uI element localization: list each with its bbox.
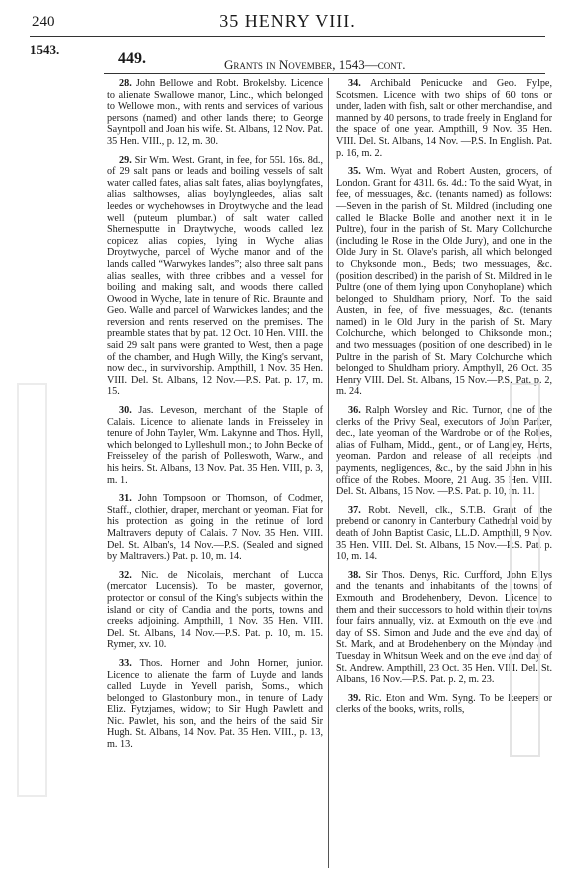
entry bbox=[107, 493, 323, 563]
running-header bbox=[28, 8, 547, 34]
left-column bbox=[107, 78, 323, 758]
entry-text: John Tompsoon or Thomson, of Codmer, Staff., clothier, draper, merchant or yeoman. Fiat for his protection as going in the retinue of lord Maltravers deputy of Calais. 7 Nov. 35 Hen. VIII. Del. St. Alban's, 14 Nov.—P.S. (Sealed and signed by Maltravers.) Pat. p. 10, m. 14. bbox=[107, 493, 323, 563]
entry bbox=[107, 78, 323, 148]
entry-number: 39. bbox=[348, 692, 361, 704]
section-number: 449. bbox=[118, 50, 146, 67]
entry-text: Sir Wm. West. Grant, in fee, for 55l. 16s. 8d., of 29 salt pans or leads and boiling vessels of salt water called fates, alias salt fates, alias boylyngfates, alias salthowses, alias boylyngleedes, alias salt leedes or wychehowses in Droytwyche and the lead well (puteum plumbar.) of salt water called Shernesputte in Draytwyche, woods called lez copicez alias copies, lying in Wyche alias Droytwyche, parcel of Wyche manor and of the lands called “Warwykes landes”; also three salt pans alias sealles, with three cribbes and a vessel for boiling and making salt, and woods there called Owood in Wyche, late in tenure of Ric. Braunte and Geo. Walle and parcel of Warwickes landes; and the reversion and rents reserved on the premises. The preamble states that by pat. 12 Oct. 10 Hen. VIII. the said 29 salt pans were granted to West, then a page of the chamber, and Hugh Willy, the King's servant, now dec., in survivorship. Ampthill, 1 Nov. 35 Hen. VIII. Del. St. Albans, 12 Nov.—P.S. Pat. p. 17, m. 15. bbox=[107, 154, 324, 398]
header-rule bbox=[30, 36, 545, 37]
year-label: 1543. bbox=[30, 42, 60, 57]
page-title: 35 HENRY VIII. bbox=[219, 11, 356, 31]
entry bbox=[107, 155, 323, 398]
entry-text: Ric. Eton and Wm. Syng. To be keepers or clerks of the books, writs, rolls, bbox=[336, 692, 553, 716]
watermark-stamp bbox=[505, 380, 545, 760]
entry-number: 28. bbox=[119, 78, 132, 89]
entry-number: 35. bbox=[348, 166, 361, 178]
entry-number: 36. bbox=[348, 405, 361, 417]
entry-number: 29. bbox=[119, 154, 132, 166]
entry-number: 31. bbox=[119, 493, 132, 505]
entry bbox=[107, 570, 323, 651]
entry-text: Ralph Worsley and Ric. Turnor, one of the clerks of the Privy Seal, executors of John Parker, dec., late yeoman of the Wardrobe or of the Robes, alias of Fulham, Midd., gent., or of Langley, Herts, yeoman. Pardon and release of all receipts and payments, negligences, &c., by the said John in his office of the Robes. Moore, 21 Aug. 35 Hen. VIII. Del. St. Albans, 15 Nov. —P.S. Pat. p. 10, m. 11. bbox=[336, 405, 552, 498]
entry-number: 38. bbox=[348, 569, 361, 581]
entry-text: Thos. Horner and John Horner, junior. Licence to alienate the farm of Luyde and lands called Luyde in Yevell parish, Soms., which belonged to Glastonbury mon., in tenure of Lady Eliz. Fytzjames, widow; to Sir Hugh Pawlett and Nic. Pawlet, his son, and the heirs of the said Sir Hugh. St. Albans, 14 Nov. Pat. 35 Hen. VIII., p. 13, m. 13. bbox=[107, 657, 323, 751]
entry-text: John Bellowe and Robt. Brokelsby. Licence to alienate Swallowe manor, Linc., which belonged to Wellowe mon., with rents and services of various persons (named) and other lands there; to George Sayntpoll and Joan his wife. St. Albans, 12 Nov. Pat. 35 Hen. VIII., p. 12, m. 30. bbox=[107, 78, 324, 147]
entry bbox=[336, 78, 552, 159]
entry-number: 30. bbox=[119, 405, 132, 417]
entry-text: Wm. Wyat and Robert Austen, grocers, of London. Grant for 431l. 6s. 4d.: To the said Wyat, in fee, of messuages, &c. (tenants named) as follows:—Seven in the parish of St. Mildred (including one called le Blacke Bolle and another next it in le Pultre), four in the parish of St. Mary Collchurche (including le Rose in the Olde Jury), and one in the Olde Jury in St. Olave's parish, all which belonged to Chyksonde mon., Beds; two messuages, &c. (position described) in the parish of St. Mildred in le Pultre (one of them lying upon Conyhoplane) which belonged to Shuldham priory, Norf. To the said Austen, in fee, of five messuages, &c. (tenants named) in le Old Jury in the parish of St. Mary Colchurche, which belonged to Chiksonde mon.; and two messuages (position of one described) in le Pultre in the parish of St. Mary Colchurche which belonged to Shuldham priory. Ampthyll, 26 Oct. 35 Henry VIII. Del. St. Albans, 15 Nov.—P.S. Pat. p. 2, m. 24. bbox=[336, 166, 552, 398]
section-rule bbox=[104, 73, 545, 74]
section-heading: Grants in November, 1543—cont. bbox=[224, 57, 406, 72]
entry-text: Nic. de Nicolais, merchant of Lucca (mercator Lucensis). To be master, governor, protector or consul of the King's subjects within the island or city of Candia and the ports, towns and creeks adjoining. Ampthill, 1 Nov. 35 Hen. VIII. Del. St. Albans, 14 Nov.—P.S. Pat. p. 10, m. 15. Rymer, xv. 10. bbox=[107, 569, 323, 651]
entry-text: Archibald Penicucke and Geo. Fylpe, Scotsmen. Licence with two ships of 60 tons or under, laden with fish, salt or other merchandise, and manned by 40 persons, to trade freely in England for the space of one year. Ampthill, 9 Nov. 35 Hen. VIII. Del. St. Albans, 14 Nov. —P.S. In English. Pat. p. 16, m. 2. bbox=[336, 78, 553, 159]
entry bbox=[336, 166, 552, 398]
entry-number: 32. bbox=[119, 569, 132, 581]
page-number: 240 bbox=[32, 14, 55, 30]
entry-text: Robt. Nevell, clk., S.T.B. Grant of the prebend or canonry in Canterbury Cathedral void by death of John Baptist Casic, LL.D. Ampthill, 9 Nov. 35 Hen. VIII. Del. St. Albans, 15 Nov.—P.S. Pat. p. 10, m. 14. bbox=[336, 504, 553, 563]
watermark-stamp bbox=[12, 380, 52, 800]
entry-number: 34. bbox=[348, 78, 361, 89]
entry-text: Sir Thos. Denys, Ric. Curfford, John Ellys and the tenants and inhabitants of the towns of Exmouth and Brodehenbery, Devon. Licence to them and their successors to hold within their towns four fairs annually, viz. at Exmouth on the eve and day of SS. Simon and Jude and the eve and day of St. Mark, and at Brodehenbery on the Monday and Tuesday in Whitsun Week and on the eve and day of St. Andrew. Ampthill, 23 Oct. 35 Hen. VIII. Del. St. Albans, 16 Nov.—P.S. Pat. p. 2, m. 23. bbox=[336, 569, 552, 686]
column-divider bbox=[328, 78, 329, 868]
entry-text: Jas. Leveson, merchant of the Staple of Calais. Licence to alienate lands in Freisseley in tenure of John Tayler, Wm. Lakynne and Thos. Hyll, which belonged to Lylleshull mon.; to John Becke of Freisseley of the parish of Polleswoth, Warw., and his heirs. St. Albans, 13 Nov. Pat. 35 Hen. VIII, p. 3, m. 1. bbox=[107, 405, 324, 486]
entry-number: 37. bbox=[348, 504, 361, 516]
entry-number: 33. bbox=[119, 657, 132, 669]
entry bbox=[107, 658, 323, 751]
entry bbox=[107, 405, 323, 486]
